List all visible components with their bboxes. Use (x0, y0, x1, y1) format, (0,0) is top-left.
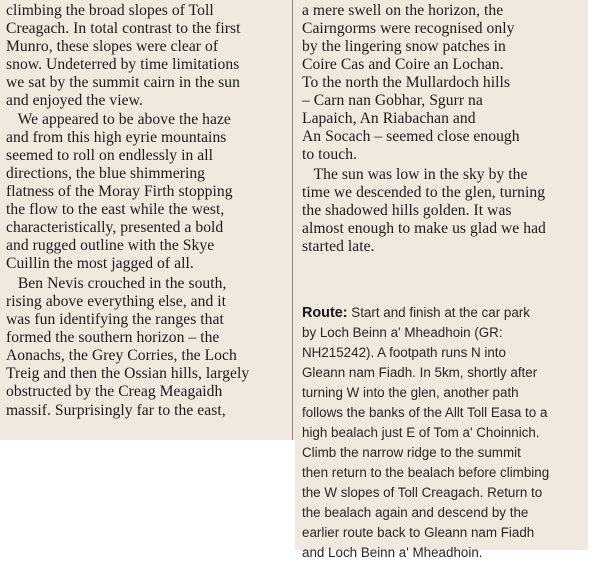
route-line: Climb the narrow ridge to the summit (302, 445, 521, 460)
text-line: started late. (302, 238, 375, 255)
text-line: massif. Surprisingly far to the east, (6, 402, 226, 419)
text-line: Cuillin the most jagged of all. (6, 255, 194, 272)
text-line: The sun was low in the sky by the (302, 166, 528, 183)
text-line: directions, the blue shimmering (6, 165, 206, 182)
text-line: to touch. (302, 146, 358, 163)
route-line: by Loch Beinn a' Mheadhoin (GR: (302, 325, 503, 340)
text-line: We appeared to be above the haze (6, 111, 231, 128)
route-line: earlier route back to Gleann nam Fiadh (302, 525, 535, 540)
text-line: snow. Undeterred by time limitations (6, 56, 240, 73)
text-line: and from this high eyrie mountains (6, 129, 227, 146)
route-line: high bealach just E of Tom a' Choinnich. (302, 425, 540, 440)
route-first-line (302, 303, 530, 323)
text-line: Creagach. In total contrast to the first (6, 20, 241, 37)
text-line: we sat by the summit cairn in the sun (6, 74, 240, 91)
route-line: turning W into the glen, another path (302, 385, 519, 400)
route-line: NH215242). A footpath runs N into (302, 345, 506, 360)
text-line: rising above everything else, and it (6, 293, 227, 310)
text-line: climbing the broad slopes of Toll (6, 2, 214, 19)
text-line: the shadowed hills golden. It was (302, 202, 512, 219)
text-line: a mere swell on the horizon, the (302, 2, 504, 19)
blank-scan-area (0, 440, 295, 550)
route-text: Start and finish at the car park (347, 305, 530, 320)
route-line: follows the banks of the Allt Toll Easa to a (302, 405, 548, 420)
text-line: Munro, these slopes were clear of (6, 38, 219, 55)
text-line: Cairngorms were recognised only (302, 20, 515, 37)
route-line: then return to the bealach before climbing (302, 465, 550, 480)
text-line: the flow to the east while the west, (6, 201, 225, 218)
text-line: and rugged outline with the Skye (6, 237, 215, 254)
text-line: time we descended to the glen, turning (302, 184, 546, 201)
route-line: the bealach again and descend by the (302, 505, 529, 520)
text-line: – Carn nan Gobhar, Sgurr na (302, 92, 483, 109)
page-edge (588, 0, 595, 550)
text-line: was fun identifying the ranges that (6, 311, 224, 328)
text-line: obstructed by the Creag Meagaidh (6, 383, 223, 400)
route-line: the W slopes of Toll Creagach. Return to (302, 485, 543, 500)
text-line: Aonachs, the Grey Corries, the Loch (6, 347, 237, 364)
text-line: by the lingering snow patches in (302, 38, 506, 55)
text-line: characteristically, presented a bold (6, 219, 224, 236)
text-line: and enjoyed the view. (6, 92, 143, 109)
text-line: Lapaich, An Riabachan and (302, 110, 476, 127)
route-line: and Loch Beinn a' Mheadhoin. (302, 545, 483, 560)
text-line: flatness of the Moray Firth stopping (6, 183, 233, 200)
text-line: Treig and then the Ossian hills, largely (6, 365, 250, 382)
route-label: Route: (302, 305, 348, 321)
text-line: To the north the Mullardoch hills (302, 74, 511, 91)
route-line: Gleann nam Fiadh. In 5km, shortly after (302, 365, 538, 380)
text-line: formed the southern horizon – the (6, 329, 220, 346)
text-line: Ben Nevis crouched in the south, (6, 275, 227, 292)
text-line: An Socach – seemed close enough (302, 128, 520, 145)
text-line: seemed to roll on endlessly in all (6, 147, 213, 164)
text-line: Coire Cas and Coire an Lochan. (302, 56, 504, 73)
text-line: almost enough to make us glad we had (302, 220, 546, 237)
